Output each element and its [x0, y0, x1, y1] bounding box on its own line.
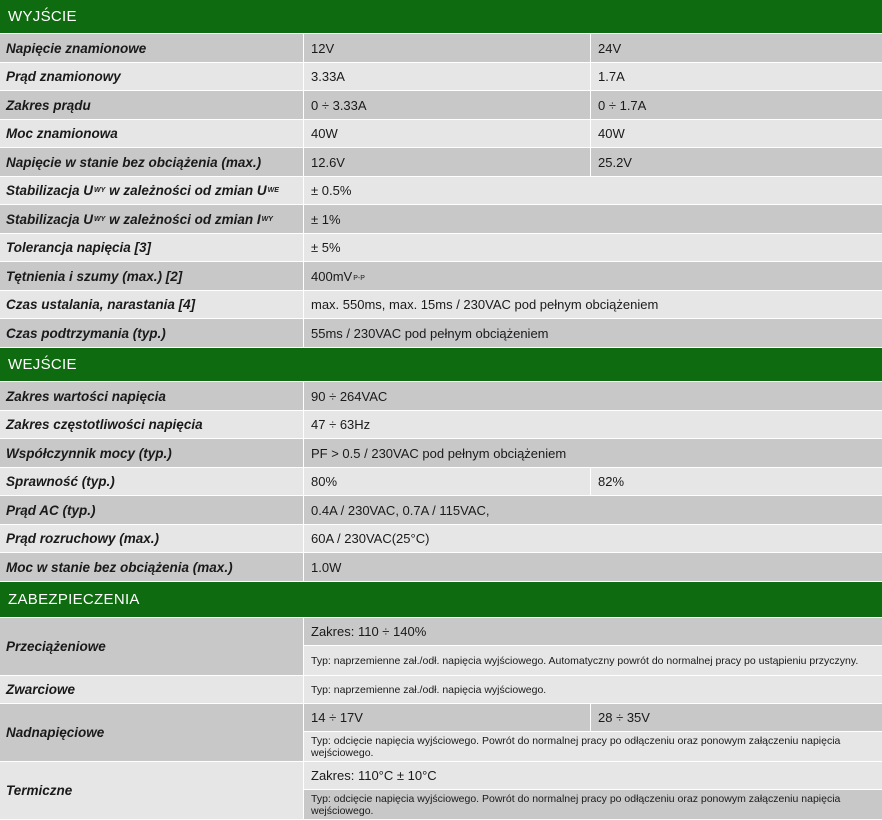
label-subscript: WE — [267, 187, 279, 194]
row-label: Termiczne — [0, 762, 304, 819]
row-value: Typ: naprzemienne zał./odł. napięcia wyjściowego. Automatyczny powrót do normalnej pracy po ustąpieniu przyczyny. — [311, 654, 859, 667]
table-row — [0, 91, 882, 120]
row-label: Czas podtrzymania (typ.) — [0, 319, 304, 347]
row-value: 0 ÷ 3.33A — [304, 91, 591, 119]
table-row — [0, 496, 882, 525]
row-value: ± 1% — [311, 211, 341, 227]
section-title: WYJŚCIE — [8, 8, 77, 25]
table-row — [0, 148, 882, 177]
row-value: 14 ÷ 17V — [304, 704, 591, 731]
row-value: Typ: odcięcie napięcia wyjściowego. Powrót do normalnej pracy po odłączeniu oraz ponowym załączeniu napięcia wejściowego. — [311, 792, 841, 817]
table-row — [0, 676, 882, 704]
row-label: Nadnapięciowe — [0, 704, 304, 761]
row-value: 55ms / 230VAC pod pełnym obciążeniem — [311, 325, 549, 341]
row-label: Moc w stanie bez obciążenia (max.) — [0, 553, 304, 581]
table-row — [0, 525, 882, 553]
row-label: Przeciążeniowe — [0, 618, 304, 675]
row-value: 1.0W — [311, 559, 342, 575]
table-row — [0, 439, 882, 468]
table-row — [0, 411, 882, 439]
row-label: Prąd rozruchowy (max.) — [0, 525, 304, 552]
row-value: 28 ÷ 35V — [598, 710, 650, 725]
label-subscript: WY — [261, 215, 273, 223]
row-label: Napięcie znamionowe — [0, 34, 304, 62]
row-value: Typ: naprzemienne zał./odł. napięcia wyjściowego. — [311, 683, 547, 696]
row-value: 40W — [304, 120, 591, 147]
row-value: PF > 0.5 / 230VAC pod pełnym obciążeniem — [311, 445, 567, 461]
table-row — [0, 618, 882, 676]
row-value: 90 ÷ 264VAC — [311, 388, 388, 404]
row-value: Typ: odcięcie napięcia wyjściowego. Powrót do normalnej pracy po odłączeniu oraz ponowym załączeniu napięcia wejściowego. — [311, 734, 841, 759]
row-value: 1.7A — [598, 69, 625, 84]
row-label: Prąd znamionowy — [0, 63, 304, 90]
row-values — [304, 762, 882, 819]
value-subscript: P-P — [353, 274, 365, 282]
value-subrow — [304, 618, 882, 646]
section-title: WEJŚCIE — [8, 356, 77, 373]
row-value: 24V — [598, 40, 622, 56]
row-label: Napięcie w stanie bez obciążenia (max.) — [0, 148, 304, 176]
value-subrow — [304, 704, 882, 732]
table-row — [0, 762, 882, 819]
row-value: 80% — [304, 468, 591, 495]
row-value: 0.4A / 230VAC, 0.7A / 115VAC, — [311, 502, 490, 518]
row-label — [0, 177, 304, 204]
table-row — [0, 177, 882, 205]
value-subrow — [304, 646, 882, 675]
row-label: Czas ustalania, narastania [4] — [0, 291, 304, 318]
label-text: Stabilizacja U — [6, 211, 94, 227]
table-row — [0, 63, 882, 91]
row-value: Zakres: 110°C ± 10°C — [311, 768, 437, 783]
section-header-output — [0, 0, 882, 34]
row-value: 0 ÷ 1.7A — [598, 97, 647, 113]
row-value: Zakres: 110 ÷ 140% — [311, 624, 427, 639]
row-label: Moc znamionowa — [0, 120, 304, 147]
table-row — [0, 291, 882, 319]
table-row — [0, 704, 882, 762]
table-row — [0, 234, 882, 262]
row-value: ± 5% — [311, 240, 341, 255]
table-row — [0, 262, 882, 291]
row-label — [0, 205, 304, 233]
row-label: Tętnienia i szumy (max.) [2] — [0, 262, 304, 290]
table-row — [0, 319, 882, 348]
section-header-protection — [0, 582, 882, 618]
row-values — [304, 704, 882, 761]
value-text: 400mV — [311, 268, 353, 284]
row-value: 82% — [598, 474, 625, 489]
table-row — [0, 553, 882, 582]
table-row — [0, 468, 882, 496]
table-row — [0, 34, 882, 63]
table-row — [0, 382, 882, 411]
row-value: 12V — [304, 34, 591, 62]
table-row — [0, 120, 882, 148]
section-header-input — [0, 348, 882, 382]
row-label: Zakres prądu — [0, 91, 304, 119]
label-text: w zależności od zmian I — [105, 211, 261, 227]
label-subscript: WY — [94, 187, 106, 194]
row-values — [304, 618, 882, 675]
row-value: 25.2V — [598, 154, 632, 170]
row-label: Prąd AC (typ.) — [0, 496, 304, 524]
row-value: 3.33A — [304, 63, 591, 90]
row-value: 40W — [598, 126, 625, 141]
row-value: 12.6V — [304, 148, 591, 176]
row-value — [304, 262, 882, 290]
row-value: 60A / 230VAC(25°C) — [311, 531, 430, 546]
value-subrow — [304, 732, 882, 761]
value-subrow — [304, 762, 882, 790]
row-value: 47 ÷ 63Hz — [311, 417, 371, 432]
row-label: Współczynnik mocy (typ.) — [0, 439, 304, 467]
label-subscript: WY — [94, 215, 106, 223]
label-text: w zależności od zmian U — [105, 183, 267, 198]
row-value: ± 0.5% — [311, 183, 352, 198]
row-label: Zakres częstotliwości napięcia — [0, 411, 304, 438]
row-label: Zwarciowe — [0, 676, 304, 703]
section-title: ZABEZPIECZENIA — [8, 591, 140, 608]
table-row — [0, 205, 882, 234]
label-text: Stabilizacja U — [6, 183, 94, 198]
value-subrow — [304, 790, 882, 819]
row-label: Tolerancja napięcia [3] — [0, 234, 304, 261]
row-label: Zakres wartości napięcia — [0, 382, 304, 410]
row-value: max. 550ms, max. 15ms / 230VAC pod pełnym obciążeniem — [311, 297, 659, 312]
row-label: Sprawność (typ.) — [0, 468, 304, 495]
